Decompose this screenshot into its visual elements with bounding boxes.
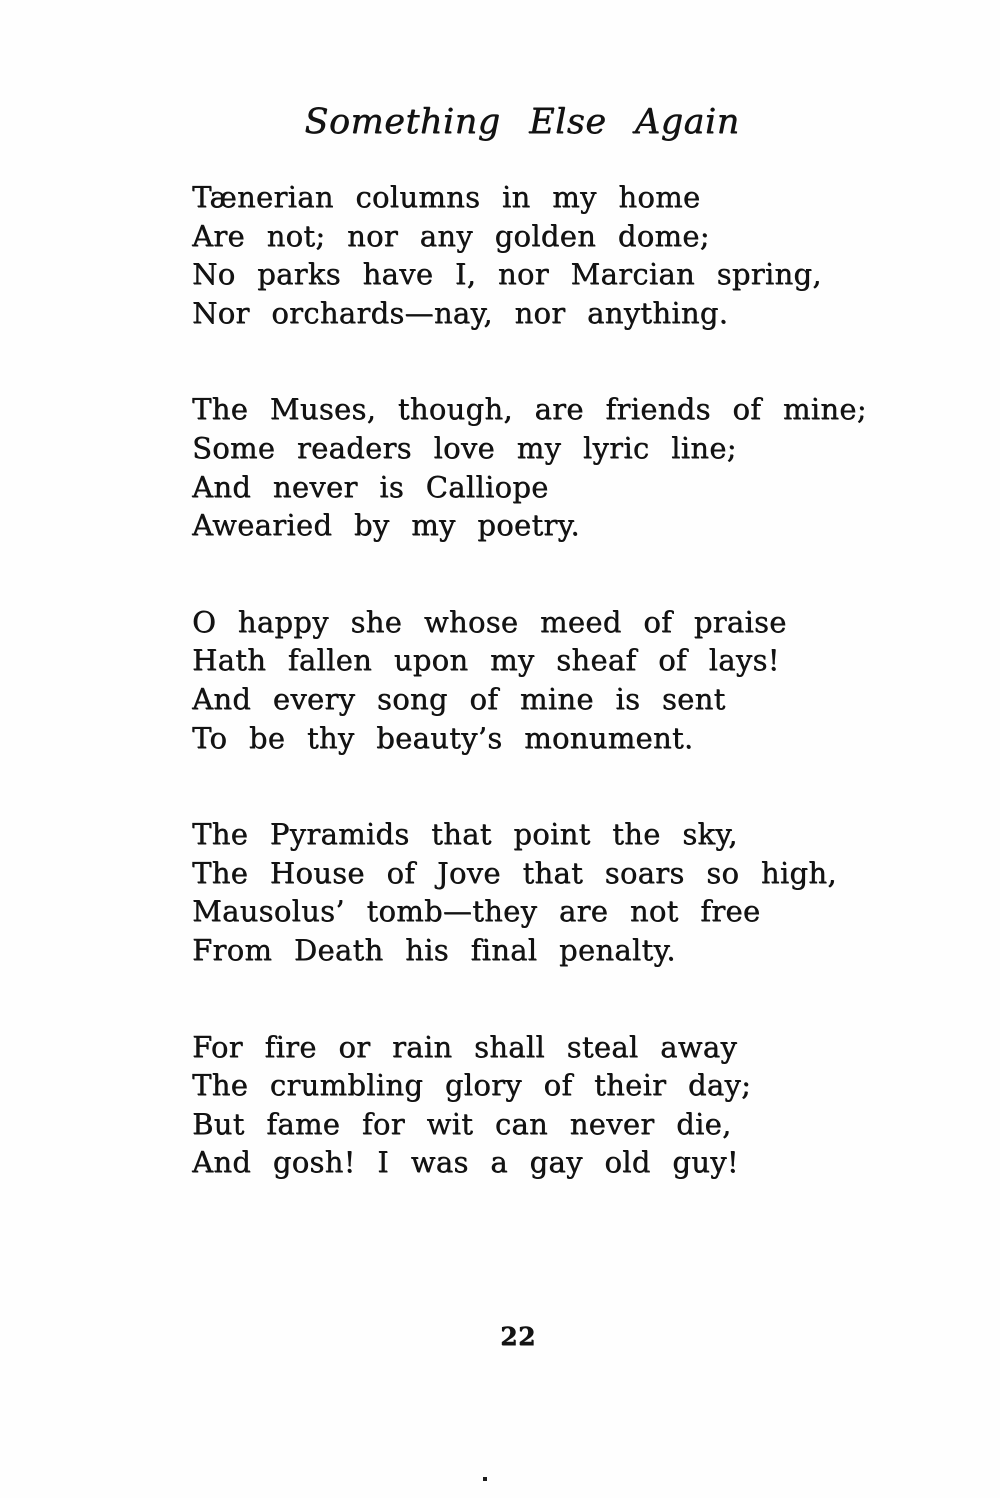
stanza bbox=[192, 390, 867, 544]
poem-line: O happy she whose meed of praise bbox=[192, 604, 787, 639]
page-number: 22 bbox=[500, 1322, 536, 1351]
stanza bbox=[192, 603, 867, 757]
poem-line: Nor orchards—nay, nor anything. bbox=[192, 295, 729, 330]
stanza bbox=[192, 178, 867, 332]
poem-line: The House of Jove that soars so high, bbox=[192, 855, 837, 890]
poem-line: Mausolus’ tomb—they are not free bbox=[192, 894, 761, 929]
poem-line: And gosh! I was a gay old guy! bbox=[192, 1145, 739, 1180]
poem-line: For fire or rain shall steal away bbox=[192, 1029, 738, 1064]
stanza bbox=[192, 1028, 867, 1182]
poem-line: Some readers love my lyric line; bbox=[192, 430, 737, 465]
poem-line: And every song of mine is sent bbox=[192, 681, 726, 716]
poem-line: Awearied by my poetry. bbox=[192, 508, 580, 543]
poem-line: The Muses, though, are friends of mine; bbox=[192, 392, 867, 427]
poem-line: Hath fallen upon my sheaf of lays! bbox=[192, 643, 780, 678]
poem-line: And never is Calliope bbox=[192, 469, 549, 504]
scan-speck bbox=[483, 1477, 487, 1481]
poem-line: No parks have I, nor Marcian spring, bbox=[192, 257, 822, 292]
poem-line: Are not; nor any golden dome; bbox=[192, 218, 710, 253]
poem-line: From Death his final penalty. bbox=[192, 932, 676, 967]
poem-line: To be thy beauty’s monument. bbox=[192, 720, 694, 755]
poem-line: The crumbling glory of their day; bbox=[192, 1068, 752, 1103]
poem-line: But fame for wit can never die, bbox=[192, 1106, 732, 1141]
poem-line: Tænerian columns in my home bbox=[192, 180, 701, 214]
poem bbox=[192, 178, 867, 1240]
poem-line: The Pyramids that point the sky, bbox=[192, 817, 738, 852]
stanza bbox=[192, 815, 867, 969]
page-title: Something Else Again bbox=[304, 102, 740, 142]
